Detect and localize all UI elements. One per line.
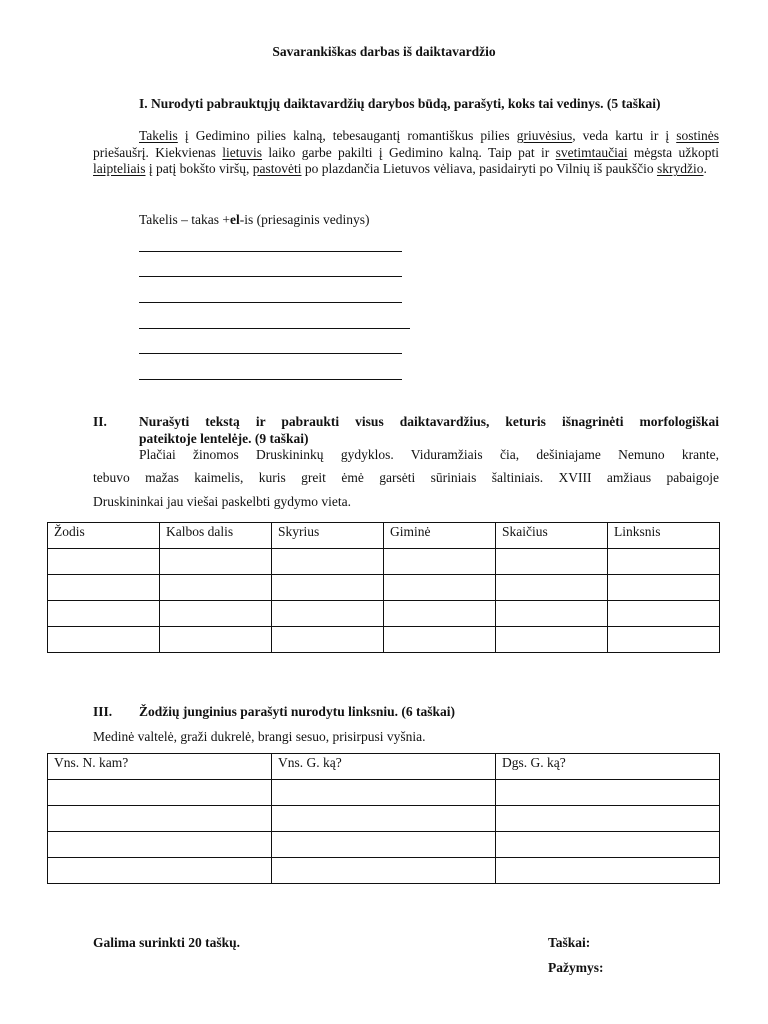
text-segment: laiko garbe pakilti į Gedimino kalną. Taip pat ir: [262, 144, 556, 160]
table-header-row: [48, 754, 720, 780]
answer-cell[interactable]: [608, 627, 720, 653]
answer-cell[interactable]: [384, 575, 496, 601]
answer-cell[interactable]: [48, 549, 160, 575]
underlined-noun: svetimtaučiai: [555, 144, 628, 160]
column-header: Dgs. G. ką?: [496, 754, 720, 780]
answer-cell[interactable]: [272, 806, 496, 832]
text-segment: į Gedimino pilies kalną, tebesaugantį romantiškus pilies: [177, 128, 517, 143]
answer-cell[interactable]: [272, 832, 496, 858]
answer-cell[interactable]: [384, 549, 496, 575]
table-row: [48, 806, 720, 832]
table-row: [48, 780, 720, 806]
text-segment: mėgsta užkopti: [627, 144, 719, 160]
underlined-noun: sostinės: [676, 128, 719, 143]
answer-cell[interactable]: [272, 549, 384, 575]
table-row: [48, 549, 720, 575]
answer-cell[interactable]: [272, 858, 496, 884]
task1-text: [93, 128, 719, 178]
points-label: Taškai:: [548, 935, 591, 950]
task2-heading: [93, 414, 719, 447]
answer-cell[interactable]: [48, 858, 272, 884]
column-header: Linksnis: [608, 523, 720, 549]
answer-cell[interactable]: [608, 549, 720, 575]
answer-cell[interactable]: [496, 549, 608, 575]
column-header: Vns. G. ką?: [272, 754, 496, 780]
answer-cell[interactable]: [496, 601, 608, 627]
answer-cell[interactable]: [384, 627, 496, 653]
answer-line[interactable]: [139, 302, 402, 303]
answer-line[interactable]: [139, 328, 410, 329]
column-header: Kalbos dalis: [160, 523, 272, 549]
table-header-row: [48, 523, 720, 549]
grade-label: Pažymys:: [548, 960, 604, 975]
column-header: Vns. N. kam?: [48, 754, 272, 780]
task2-heading-line1: Nurašyti tekstą ir pabraukti visus daiktavardžius, keturis išnagrinėti morfologiškai: [139, 414, 719, 429]
answer-cell[interactable]: [160, 575, 272, 601]
answer-cell[interactable]: [496, 627, 608, 653]
task2-text-line3: Druskininkai jau viešai paskelbti gydymo vieta.: [93, 494, 351, 509]
morphology-table: [47, 522, 720, 653]
text-segment: .: [703, 161, 707, 176]
table-row: [48, 575, 720, 601]
task3-number: III.: [93, 704, 113, 719]
column-header: Skaičius: [496, 523, 608, 549]
task3-heading-text: Žodžių junginius parašyti nurodytu linksniu. (6 taškai): [139, 704, 455, 719]
task1-heading-line2: taškai): [621, 96, 661, 111]
example-rest: -is (priesaginis vedinys): [239, 212, 370, 227]
answer-line[interactable]: [139, 276, 402, 277]
answer-cell[interactable]: [496, 575, 608, 601]
answer-cell[interactable]: [160, 601, 272, 627]
answer-cell[interactable]: [608, 601, 720, 627]
text-segment: , veda kartu ir į: [572, 128, 677, 143]
task1-heading-line1: I. Nurodyti pabrauktųjų daiktavardžių darybos būdą, parašyti, koks tai vedinys. (5: [139, 96, 619, 111]
answer-cell[interactable]: [496, 832, 720, 858]
text-segment: po plazdančia Lietuvos vėliava, pasidairyti po Vilnių iš paukščio: [301, 161, 657, 176]
answer-cell[interactable]: [272, 780, 496, 806]
answer-cell[interactable]: [48, 780, 272, 806]
answer-cell[interactable]: [608, 575, 720, 601]
answer-line[interactable]: [139, 379, 402, 380]
task1-example: [139, 212, 370, 228]
case-table: [47, 753, 720, 884]
answer-line[interactable]: [139, 353, 402, 354]
table-row: [48, 832, 720, 858]
text-segment: į patį bokšto viršų,: [145, 161, 253, 176]
underlined-noun: Takelis: [139, 128, 178, 143]
table-row: [48, 601, 720, 627]
answer-cell[interactable]: [272, 627, 384, 653]
answer-cell[interactable]: [496, 780, 720, 806]
text-segment: priešaušrį. Kiekvienas: [93, 144, 223, 160]
task2-text-line2: tebuvo mažas kaimelis, kuris greit ėmė garsėti sūriniais šaltiniais. XVIII amžiaus pabaigoje: [93, 470, 719, 485]
underlined-noun: pastovėti: [252, 161, 302, 176]
answer-cell[interactable]: [48, 806, 272, 832]
answer-cell[interactable]: [272, 601, 384, 627]
column-header: Žodis: [48, 523, 160, 549]
task1-heading: [93, 96, 719, 113]
answer-cell[interactable]: [496, 806, 720, 832]
answer-cell[interactable]: [48, 627, 160, 653]
answer-cell[interactable]: [496, 858, 720, 884]
column-header: Giminė: [384, 523, 496, 549]
task2-number: II.: [93, 414, 107, 429]
underlined-noun: laipteliais: [93, 161, 146, 176]
column-header: Skyrius: [272, 523, 384, 549]
example-base: Takelis – takas +: [139, 212, 231, 227]
underlined-noun: skrydžio: [656, 161, 704, 176]
underlined-noun: griuvėsius: [516, 128, 573, 143]
task3-phrases: Medinė valtelė, graži dukrelė, brangi sesuo, prisirpusi vyšnia.: [93, 729, 426, 744]
answer-line[interactable]: [139, 251, 402, 252]
page-title: Savarankiškas darbas iš daiktavardžio: [272, 44, 496, 59]
task2-text-line1: Plačiai žinomos Druskininkų gydyklos. Viduramžiais čia, dešiniajame Nemuno krante,: [139, 447, 719, 462]
task2-text: [93, 447, 719, 510]
table-row: [48, 627, 720, 653]
task3-heading: [93, 704, 719, 720]
answer-cell[interactable]: [160, 627, 272, 653]
answer-cell[interactable]: [384, 601, 496, 627]
underlined-noun: lietuvis: [222, 144, 263, 160]
answer-cell[interactable]: [48, 832, 272, 858]
example-suffix: el: [230, 212, 240, 227]
task2-heading-line2: pateiktoje lentelėje. (9 taškai): [139, 430, 309, 446]
answer-cell[interactable]: [160, 549, 272, 575]
max-points: Galima surinkti 20 taškų.: [93, 935, 241, 950]
answer-cell[interactable]: [272, 575, 384, 601]
table-row: [48, 858, 720, 884]
answer-cell[interactable]: [48, 601, 160, 627]
answer-cell[interactable]: [48, 575, 160, 601]
